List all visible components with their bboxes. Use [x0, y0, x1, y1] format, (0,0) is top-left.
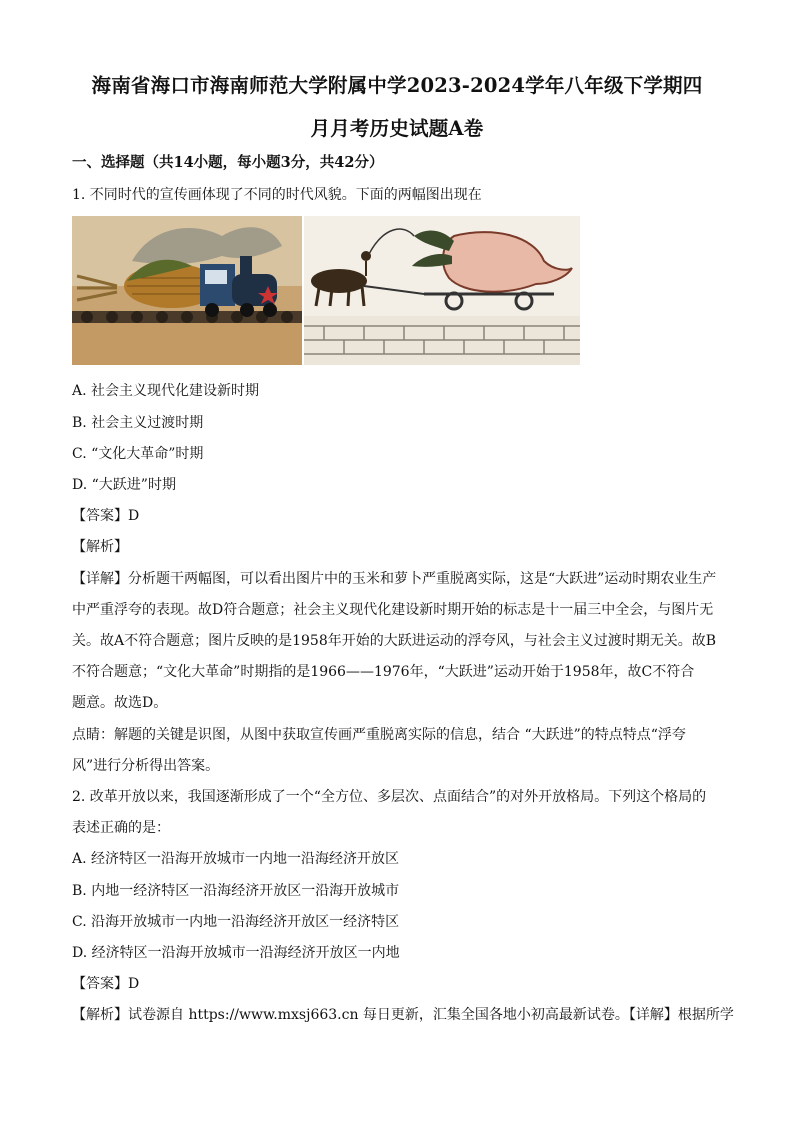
- q1-detail-line-1: 【详解】分析题干两幅图，可以看出图片中的玉米和萝卜严重脱离实际，这是“大跃进”运动时期农业生产: [72, 571, 717, 587]
- q1-answer: 【答案】D: [72, 508, 140, 524]
- q1-detail-line-2: 中严重浮夸的表现。故D符合题意；社会主义现代化建设新时期开始的标志是十一届三中全会，与图片无: [72, 602, 714, 618]
- q1-option-d: D. “大跃进”时期: [72, 477, 176, 493]
- q2-analysis-line: 【解析】试卷源自 https://www.mxsj663.cn 每日更新，汇集全国各地小初高最新试卷。【详解】根据所学: [72, 1007, 734, 1023]
- q1-option-a: A. 社会主义现代化建设新时期: [72, 383, 260, 399]
- doc-title-line1: 海南省海口市海南师范大学附属中学2023-2024学年八年级下学期四: [91, 74, 703, 97]
- q1-stem: 1. 不同时代的宣传画体现了不同的时代风貌。下面的两幅图出现在: [72, 187, 482, 203]
- q2-answer: 【答案】D: [72, 976, 140, 992]
- section-heading: 一、选择题（共14小题，每小题3分，共42分）: [72, 154, 384, 171]
- q1-tip-line-1: 点睛：解题的关键是识图，从图中获取宣传画严重脱离实际的信息，结合 “大跃进”的特点特点“浮夸: [72, 727, 686, 743]
- q1-analysis-label: 【解析】: [72, 539, 128, 555]
- q2-stem-line-1: 2. 改革开放以来，我国逐渐形成了一个“全方位、多层次、点面结合”的对外开放格局。下列这个格局的: [72, 789, 707, 805]
- q2-option-b: B. 内地一经济特区一沿海经济开放区一沿海开放城市: [72, 883, 400, 899]
- q2-option-a: A. 经济特区一沿海开放城市一内地一沿海经济开放区: [72, 851, 400, 867]
- radish-cart-illustration: [304, 216, 580, 365]
- q2-stem-line-2: 表述正确的是：: [72, 820, 170, 836]
- q1-detail-line-4: 不符合题意；“文化大革命”时期指的是1966——1976年，“大跃进”运动开始于1958年，故C不符合: [72, 664, 695, 680]
- q1-option-c: C. “文化大革命”时期: [72, 446, 204, 462]
- q1-detail-line-3: 关。故A不符合题意；图片反映的是1958年开始的大跃进运动的浮夸风，与社会主义过渡时期无关。故B: [72, 633, 717, 649]
- doc-title-line2: 月月考历史试题A卷: [310, 117, 484, 140]
- q1-propaganda-images: [72, 216, 580, 365]
- q1-detail-line-5: 题意。故选D。: [72, 695, 168, 711]
- corn-train-illustration: [72, 216, 302, 365]
- q1-tip-line-2: 风”进行分析得出答案。: [72, 758, 220, 774]
- q2-option-c: C. 沿海开放城市一内地一沿海经济开放区一经济特区: [72, 914, 400, 930]
- q1-option-b: B. 社会主义过渡时期: [72, 415, 204, 431]
- q2-option-d: D. 经济特区一沿海开放城市一沿海经济开放区一内地: [72, 945, 400, 961]
